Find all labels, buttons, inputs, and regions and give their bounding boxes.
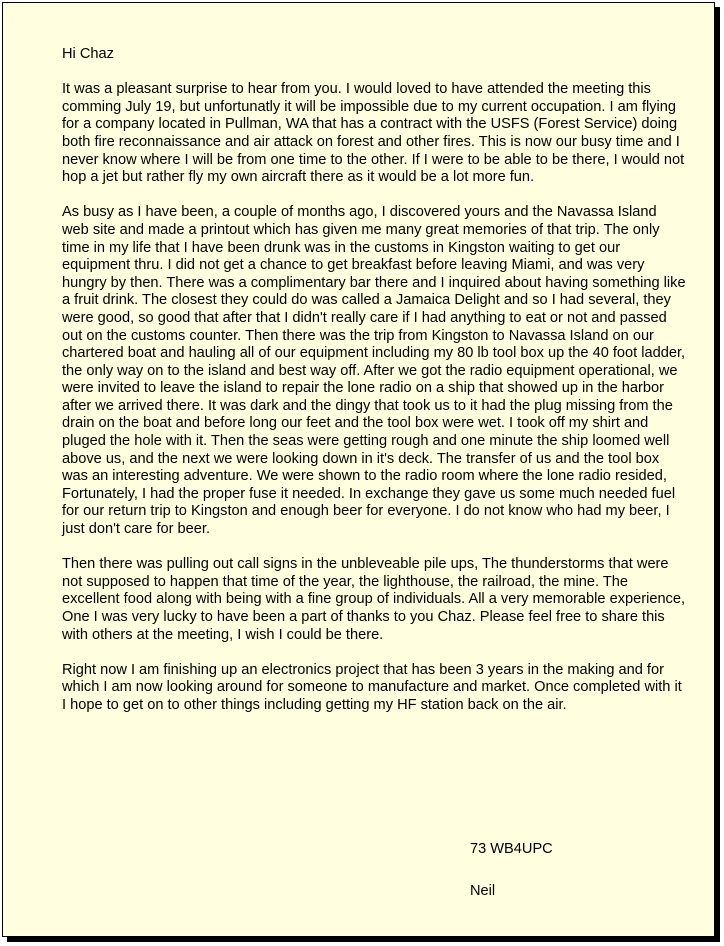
greeting: Hi Chaz bbox=[62, 46, 114, 62]
paragraph-memories: As busy as I have been, a couple of months ago, I discovered yours and the Navassa Island web site and made a printout which has given me many great memories of that trip. The only time in my life that I have been drunk was in the customs in Kingston waiting to get our equipment thru. I did not get a chance to get breakfast before leaving Miami, and was very hungry by then. There was a complimentary bar there and I inquired about having something like a fruit drink. The closest they could do was called a Jamaica Delight and so I had several, they were good, so good that after that I didn't really care if I had anything to eat or not and passed out on the customs counter. Then there was the trip from Kingston to Navassa Island on our chartered boat and hauling all of our equipment including my 80 lb tool box up the 40 foot ladder, the only way on to the island and best way off. After we got the radio equipment operational, we were invited to leave the island to repair the lone radio on a ship that showed up in the harbor after we arrived there. It was dark and the dingy that took us to it had the plug missing from the drain on the boat and before long our feet and the tool box were wet. I took off my shirt and pluged the hole with it. Then the seas were getting rough and one minute the ship loomed well above us, and the next we were looking down in it's deck. The transfer of us and the tool box was an interesting adventure. We were shown to the radio room where the lone radio resided, Fortunately, I had the proper fuse it needed. In exchange they gave us some much needed fuel for our return trip to Kingston and enough beer for everyone. I do not know who had my beer, I just don't care for beer. bbox=[62, 204, 686, 538]
sign-off: 73 WB4UPC bbox=[470, 841, 553, 857]
signature-name: Neil bbox=[470, 883, 496, 899]
paragraph-project: Right now I am finishing up an electronics project that has been 3 years in the making and for which I am now looking around for someone to manufacture and market. Once completed with it I hope to get on to other things including getting my HF station back on the air. bbox=[62, 661, 682, 713]
paragraph-invitation: It was a pleasant surprise to hear from you. I would loved to have attended the meeting this comming July 19, but unfortunatly it will be impossible due to my current occupation. I am flying for a company located in Pullman, WA that has a contract with the USFS (Forest Service) doing both fire reconnaissance and air attack on forest and other fires. This is now our busy time and I never know where I will be from one time to the other. If I were to be able to be there, I would not hop a jet but rather fly my own aircraft there as it would be a lot more fun. bbox=[62, 81, 685, 186]
letter-body bbox=[62, 46, 686, 732]
letter-page bbox=[2, 2, 715, 937]
paragraph-experience: Then there was pulling out call signs in the unbleveable pile ups, The thunderstorms that were not supposed to happen that time of the year, the lighthouse, the railroad, the mine. The excellent food along with being with a fine group of individuals. All a very memorable experience, One I was very lucky to have been a part of thanks to you Chaz. Please feel free to share this with others at the meeting, I wish I could be there. bbox=[62, 556, 686, 643]
